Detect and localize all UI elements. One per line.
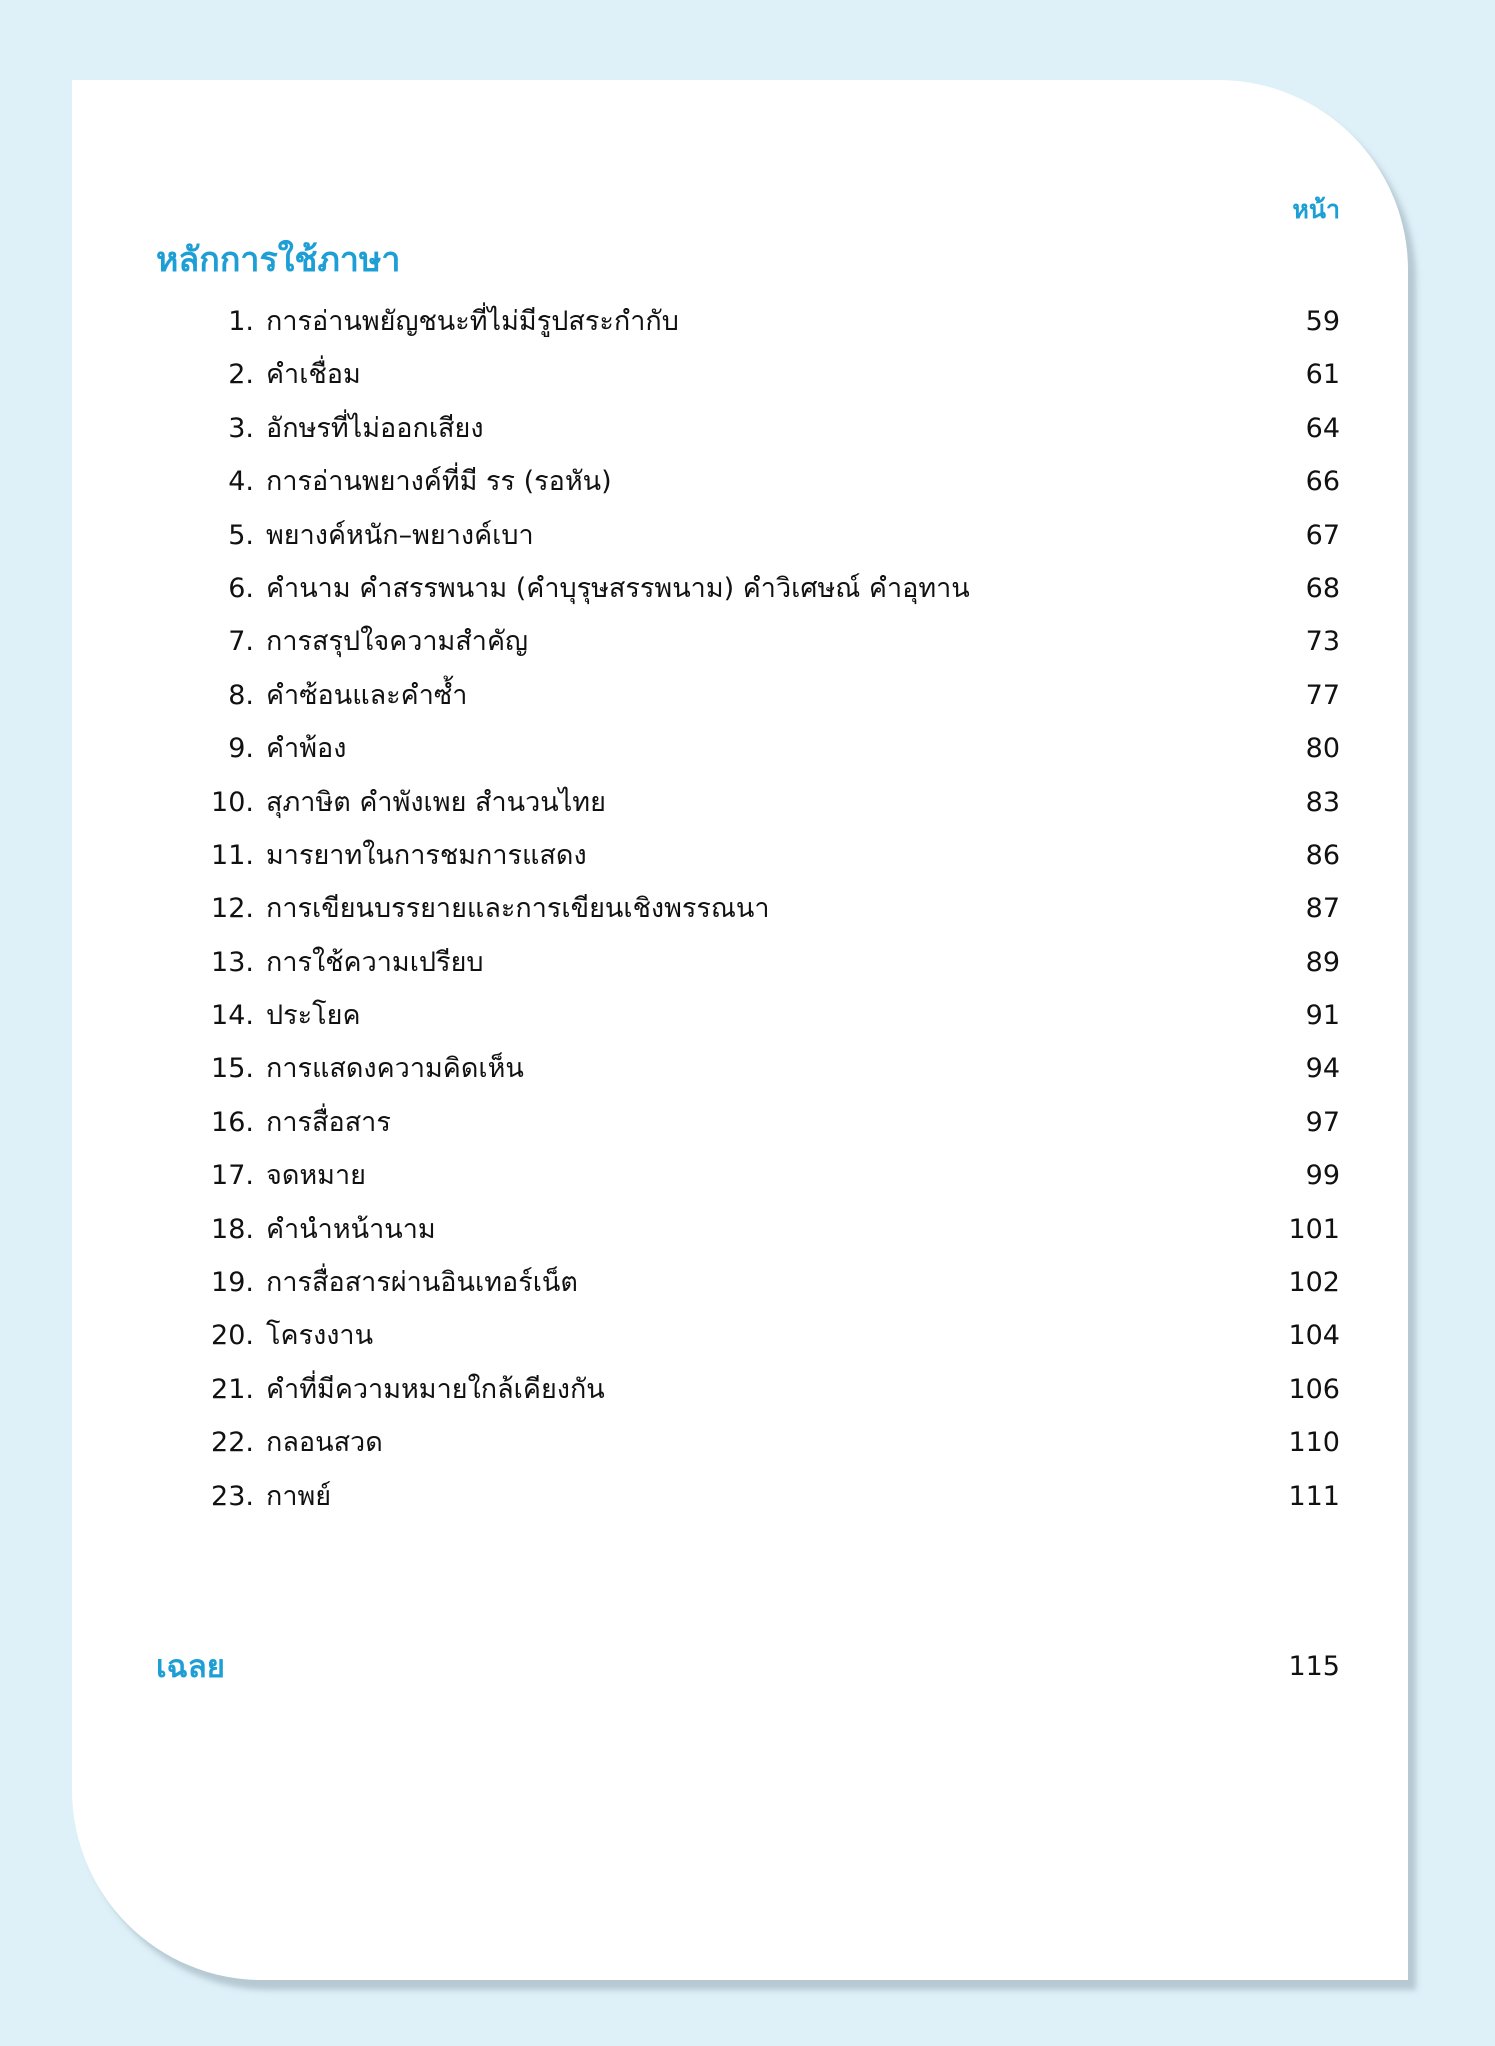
toc-item-page: 99	[1305, 1160, 1340, 1192]
toc-item-number: 5.	[228, 519, 254, 551]
toc-item-title: การแสดงความคิดเห็น	[266, 1053, 524, 1085]
toc-item-page: 80	[1305, 733, 1340, 765]
toc-item-page: 97	[1305, 1106, 1340, 1138]
toc-item-page: 64	[1305, 412, 1340, 444]
toc-item-number: 3.	[228, 412, 254, 444]
toc-item[interactable]	[144, 936, 1340, 989]
toc-item-page: 73	[1305, 626, 1340, 658]
toc-item[interactable]	[144, 1042, 1340, 1095]
toc-item-number: 21.	[211, 1373, 254, 1405]
toc-item-title: การสื่อสารผ่านอินเทอร์เน็ต	[266, 1267, 578, 1299]
toc-item-number: 15.	[211, 1053, 254, 1085]
toc-item-title: คำพ้อง	[266, 733, 347, 765]
toc-item-number: 7.	[228, 626, 254, 658]
toc-item[interactable]	[144, 882, 1340, 935]
toc-item-number: 16.	[211, 1106, 254, 1138]
toc-item[interactable]	[144, 348, 1340, 401]
toc-item[interactable]	[144, 1256, 1340, 1309]
toc-item[interactable]	[144, 509, 1340, 562]
toc-item-title: สุภาษิต คำพังเพย สำนวนไทย	[266, 786, 606, 818]
toc-item-number: 12.	[211, 893, 254, 925]
toc-item[interactable]	[144, 1149, 1340, 1202]
answer-key-page: 115	[1288, 1651, 1340, 1682]
toc-item-title: คำเชื่อม	[266, 359, 361, 391]
toc-item-page: 94	[1305, 1053, 1340, 1085]
toc-item[interactable]	[144, 722, 1340, 775]
toc-item-number: 11.	[211, 839, 254, 871]
toc-item[interactable]	[144, 989, 1340, 1042]
toc-item-page: 110	[1288, 1427, 1340, 1459]
toc-item-page: 61	[1305, 359, 1340, 391]
toc-item[interactable]	[144, 615, 1340, 668]
toc-item-title: คำนาม คำสรรพนาม (คำบุรุษสรรพนาม) คำวิเศษณ์ คำอุทาน	[266, 572, 970, 604]
toc-item-page: 89	[1305, 946, 1340, 978]
toc-item-title: กาพย์	[266, 1480, 332, 1512]
toc-item-title: การอ่านพยัญชนะที่ไม่มีรูปสระกำกับ	[266, 306, 679, 337]
toc-item[interactable]	[144, 562, 1340, 615]
toc-item-page: 101	[1288, 1213, 1340, 1245]
toc-item-title: คำนำหน้านาม	[266, 1213, 436, 1245]
toc-item-title: อักษรที่ไม่ออกเสียง	[266, 412, 484, 444]
toc-item-title: มารยาทในการชมการแสดง	[266, 839, 587, 871]
toc-item[interactable]	[144, 1309, 1340, 1362]
toc-item[interactable]	[144, 455, 1340, 508]
toc-item-number: 14.	[211, 1000, 254, 1032]
toc-item-page: 91	[1305, 1000, 1340, 1032]
toc-item-page: 102	[1288, 1267, 1340, 1299]
toc-item[interactable]	[144, 402, 1340, 455]
toc-item-title: การสื่อสาร	[266, 1106, 391, 1138]
toc-item-number: 13.	[211, 946, 254, 978]
answer-key-entry[interactable]	[156, 1642, 1340, 1692]
toc-item[interactable]	[144, 1416, 1340, 1469]
toc-item-page: 67	[1305, 519, 1340, 551]
toc-item-number: 9.	[228, 733, 254, 765]
toc-item-title: การใช้ความเปรียบ	[266, 946, 484, 978]
toc-item-number: 6.	[228, 572, 254, 604]
toc-page-card	[72, 80, 1408, 1980]
toc-item-number: 4.	[228, 466, 254, 498]
toc-item-page: 86	[1305, 839, 1340, 871]
toc-item-page: 66	[1305, 466, 1340, 498]
toc-item-title: โครงงาน	[266, 1320, 374, 1352]
toc-item-number: 2.	[228, 359, 254, 391]
toc-item[interactable]	[144, 1470, 1340, 1523]
toc-item-title: พยางค์หนัก–พยางค์เบา	[266, 519, 534, 551]
toc-item-page: 87	[1305, 893, 1340, 925]
toc-item-number: 10.	[211, 786, 254, 818]
toc-item-page: 106	[1288, 1373, 1340, 1405]
toc-item-number: 17.	[211, 1160, 254, 1192]
toc-item[interactable]	[144, 669, 1340, 722]
toc-item-title: คำซ้อนและคำซ้ำ	[266, 679, 468, 711]
toc-item-page: 59	[1305, 306, 1340, 337]
toc-item-number: 20.	[211, 1320, 254, 1352]
toc-item[interactable]	[144, 829, 1340, 882]
toc-item[interactable]	[144, 1363, 1340, 1416]
toc-list	[144, 295, 1340, 1523]
answer-key-title: เฉลย	[156, 1649, 225, 1685]
toc-item[interactable]	[144, 1203, 1340, 1256]
toc-item-number: 23.	[211, 1480, 254, 1512]
toc-item-page: 77	[1305, 679, 1340, 711]
toc-item-title: ประโยค	[266, 1000, 361, 1032]
toc-item-number: 18.	[211, 1213, 254, 1245]
toc-item-title: คำที่มีความหมายใกล้เคียงกัน	[266, 1373, 605, 1405]
toc-item[interactable]	[144, 776, 1340, 829]
toc-item-number: 22.	[211, 1427, 254, 1459]
section-title: หลักการใช้ภาษา	[156, 240, 401, 280]
toc-item-title: กลอนสวด	[266, 1427, 383, 1459]
toc-item[interactable]	[144, 295, 1340, 348]
toc-item-page: 83	[1305, 786, 1340, 818]
toc-item[interactable]	[144, 1096, 1340, 1149]
toc-item-title: การเขียนบรรยายและการเขียนเชิงพรรณนา	[266, 893, 770, 925]
page-column-label: หน้า	[1292, 195, 1340, 224]
toc-item-page: 111	[1288, 1480, 1340, 1512]
toc-item-title: การสรุปใจความสำคัญ	[266, 626, 529, 658]
toc-item-page: 104	[1288, 1320, 1340, 1352]
toc-item-page: 68	[1305, 572, 1340, 604]
toc-item-number: 8.	[228, 679, 254, 711]
toc-item-number: 19.	[211, 1267, 254, 1299]
toc-item-title: จดหมาย	[266, 1160, 366, 1192]
toc-item-title: การอ่านพยางค์ที่มี รร (รอหัน)	[266, 466, 612, 498]
toc-item-number: 1.	[228, 306, 254, 337]
